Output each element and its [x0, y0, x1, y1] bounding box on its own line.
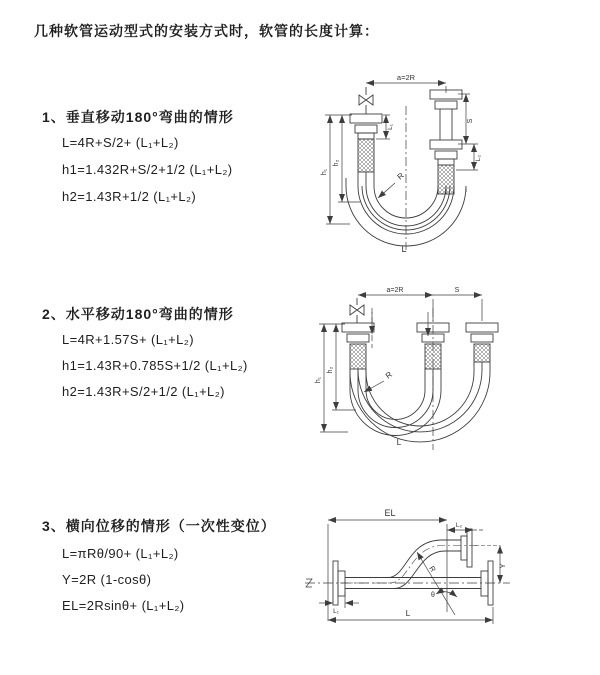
left-flange-fitting	[342, 323, 374, 369]
dim-label-h2: h₂	[327, 366, 334, 374]
s-curve-hose	[340, 540, 477, 589]
radius-leader	[378, 183, 395, 198]
section-3-heading: 3、横向位移的情形（一次性变位）	[42, 518, 276, 534]
braid-hose	[474, 344, 490, 362]
formula-line: h1=1.432R+S/2+1/2 (L₁+L₂)	[62, 162, 233, 177]
braid-hose	[358, 139, 374, 172]
dim-label-l1: L₁	[387, 124, 394, 130]
formula-line: L=4R+S/2+ (L₁+L₂)	[62, 135, 179, 150]
diagram-horizontal-180-bend	[300, 282, 580, 467]
formula-line: h2=1.43R+S/2+1/2 (L₁+L₂)	[62, 384, 225, 399]
dim-label-a2r: a=2R	[386, 287, 404, 294]
dim-label-y: Y	[498, 563, 507, 569]
right-flange-fitting-lower	[430, 140, 462, 194]
dim-label-h1: h₁	[321, 168, 328, 176]
radius-leader	[417, 552, 455, 615]
length-label: L	[405, 608, 411, 618]
u-hose-curves	[350, 362, 490, 442]
dim-label-s: S	[467, 118, 474, 124]
dim-label-h1: h₁	[315, 376, 322, 384]
formula-line: L=4R+1.57S+ (L₁+L₂)	[62, 332, 194, 347]
diagram-vertical-180-bend	[300, 68, 600, 266]
dim-label-h2: h₂	[333, 159, 340, 167]
formula-line: L=πRθ/90+ (L₁+L₂)	[62, 546, 179, 561]
section-1-heading: 1、垂直移动180°弯曲的情形	[42, 109, 234, 125]
dimension-a2r	[366, 83, 446, 93]
length-label: L	[396, 437, 402, 447]
dim-label-a2r: a=2R	[396, 73, 416, 82]
diagram-lateral-displacement	[295, 500, 600, 660]
right-flange-fitting	[466, 323, 498, 362]
formula-line: h2=1.43R+1/2 (L₁+L₂)	[62, 189, 197, 204]
centerline	[305, 579, 510, 587]
dimension-l	[328, 607, 493, 624]
braid-hose	[350, 344, 366, 369]
formula-line: h1=1.43R+0.785S+1/2 (L₁+L₂)	[62, 358, 248, 373]
formula-line: Y=2R (1-cosθ)	[62, 572, 152, 587]
formula-line: EL=2Rsinθ+ (L₁+L₂)	[62, 598, 185, 613]
radius-label: R	[383, 369, 394, 381]
document-title: 几种软管运动型式的安装方式时，软管的长度计算：	[34, 23, 379, 39]
length-label: L	[401, 244, 407, 254]
dimension-a2r-s	[358, 295, 482, 336]
valve-icon	[359, 87, 373, 114]
right-flange-fitting-upper	[430, 90, 462, 140]
dim-label-l2: L₂	[455, 522, 463, 529]
theta-arc	[436, 592, 457, 597]
dim-label-s: S	[454, 287, 460, 294]
theta-label: θ	[431, 592, 435, 599]
valve-icon	[350, 298, 364, 323]
dim-label-l2: L₂	[475, 154, 482, 162]
braid-hose	[425, 344, 441, 369]
dim-label-el: EL	[384, 508, 396, 518]
top-right-flange-fitting	[461, 529, 500, 567]
radius-label: R	[395, 170, 406, 182]
section-2-heading: 2、水平移动180°弯曲的情形	[42, 306, 234, 322]
left-flange-fitting	[350, 114, 382, 172]
dim-label-l1: L₁	[333, 608, 339, 615]
radius-label: R	[427, 564, 438, 574]
dimension-l1	[319, 592, 359, 608]
